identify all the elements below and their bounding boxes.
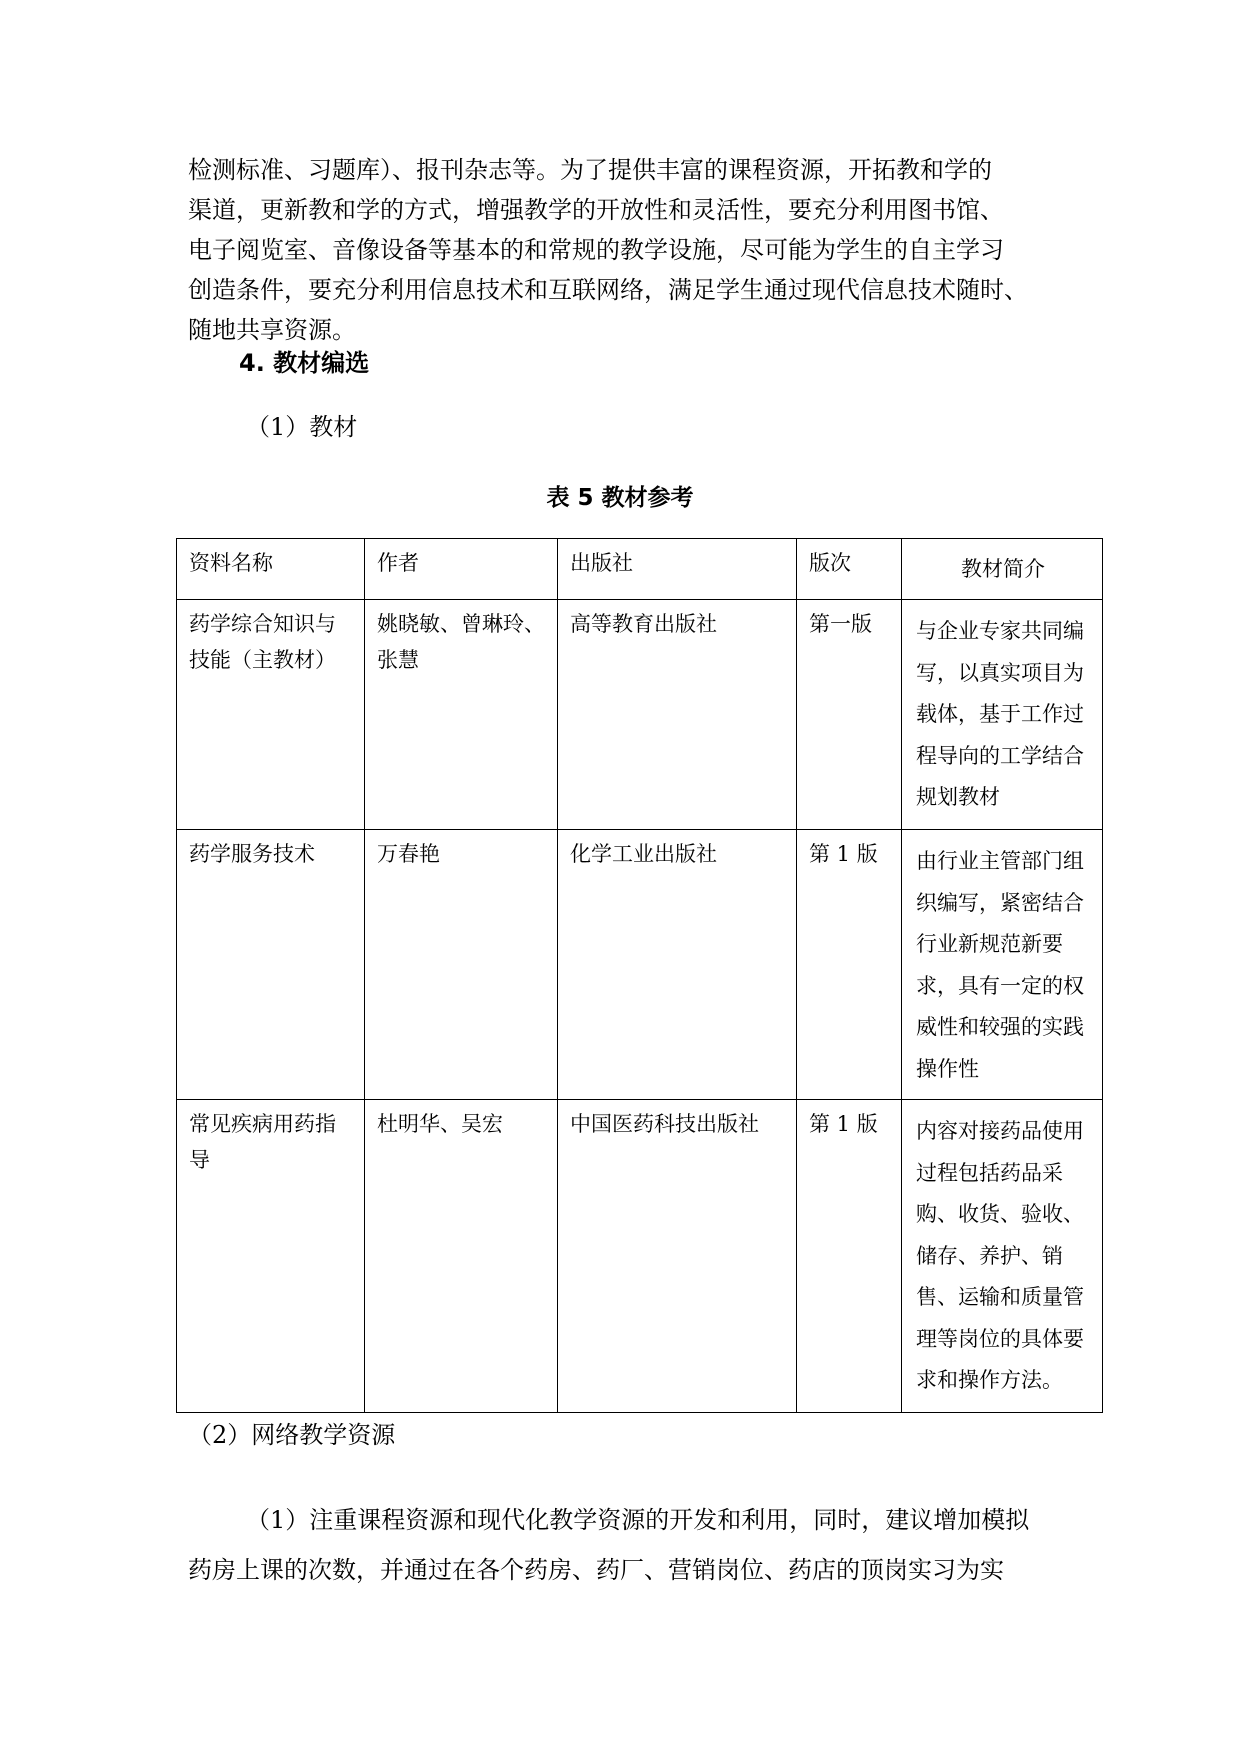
table-row: [177, 600, 1103, 830]
table-caption: 表 5 教材参考: [546, 485, 694, 511]
column-header-name: 资料名称: [177, 539, 365, 600]
cell-publisher: 化学工业出版社: [558, 830, 797, 1100]
text-line: 渠道，更新教和学的方式，增强教学的开放性和灵活性，要充分利用图书馆、: [188, 196, 1004, 224]
cell-intro: 由行业主管部门组织编写，紧密结合行业新规范新要求，具有一定的权威性和较强的实践操作性: [902, 830, 1103, 1100]
text-line: （1）注重课程资源和现代化教学资源的开发和利用，同时，建议增加模拟: [246, 1506, 1030, 1534]
text-line: 电子阅览室、音像设备等基本的和常规的教学设施，尽可能为学生的自主学习: [188, 236, 1004, 264]
cell-author: 姚晓敏、曾琳玲、张慧: [365, 600, 558, 830]
table-row: [177, 830, 1103, 1100]
subsection-textbook: （1）教材: [246, 413, 358, 441]
column-header-publisher: 出版社: [558, 539, 797, 600]
cell-publisher: 高等教育出版社: [558, 600, 797, 830]
column-header-author: 作者: [365, 539, 558, 600]
cell-name: 药学综合知识与技能（主教材）: [177, 600, 365, 830]
cell-edition: 第 1 版: [797, 1100, 902, 1413]
text-line: 创造条件，要充分利用信息技术和互联网络，满足学生通过现代信息技术随时、: [188, 276, 1028, 304]
column-header-intro: 教材简介: [902, 539, 1103, 600]
textbook-reference-table: [176, 538, 1103, 1413]
cell-name: 药学服务技术: [177, 830, 365, 1100]
table-header-row: [177, 539, 1103, 600]
table-row: [177, 1100, 1103, 1413]
intro-paragraph: [188, 150, 1068, 350]
section-heading: 4. 教材编选: [239, 349, 370, 377]
column-header-edition: 版次: [797, 539, 902, 600]
cell-author: 杜明华、吴宏: [365, 1100, 558, 1413]
cell-intro: 内容对接药品使用过程包括药品采购、收货、验收、储存、养护、销售、运输和质量管理等岗位的具体要求和操作方法。: [902, 1100, 1103, 1413]
cell-name: 常见疾病用药指导: [177, 1100, 365, 1413]
cell-edition: 第一版: [797, 600, 902, 830]
subsection-network-resources: （2）网络教学资源: [188, 1421, 396, 1449]
cell-publisher: 中国医药科技出版社: [558, 1100, 797, 1413]
text-line: 药房上课的次数，并通过在各个药房、药厂、营销岗位、药店的顶岗实习为实: [188, 1556, 1004, 1584]
text-line: 随地共享资源。: [188, 316, 356, 344]
cell-intro: 与企业专家共同编写，以真实项目为载体，基于工作过程导向的工学结合规划教材: [902, 600, 1103, 830]
cell-author: 万春艳: [365, 830, 558, 1100]
cell-edition: 第 1 版: [797, 830, 902, 1100]
closing-paragraph: [188, 1495, 1068, 1595]
text-line: 检测标准、习题库）、报刊杂志等。为了提供丰富的课程资源，开拓教和学的: [188, 156, 992, 184]
